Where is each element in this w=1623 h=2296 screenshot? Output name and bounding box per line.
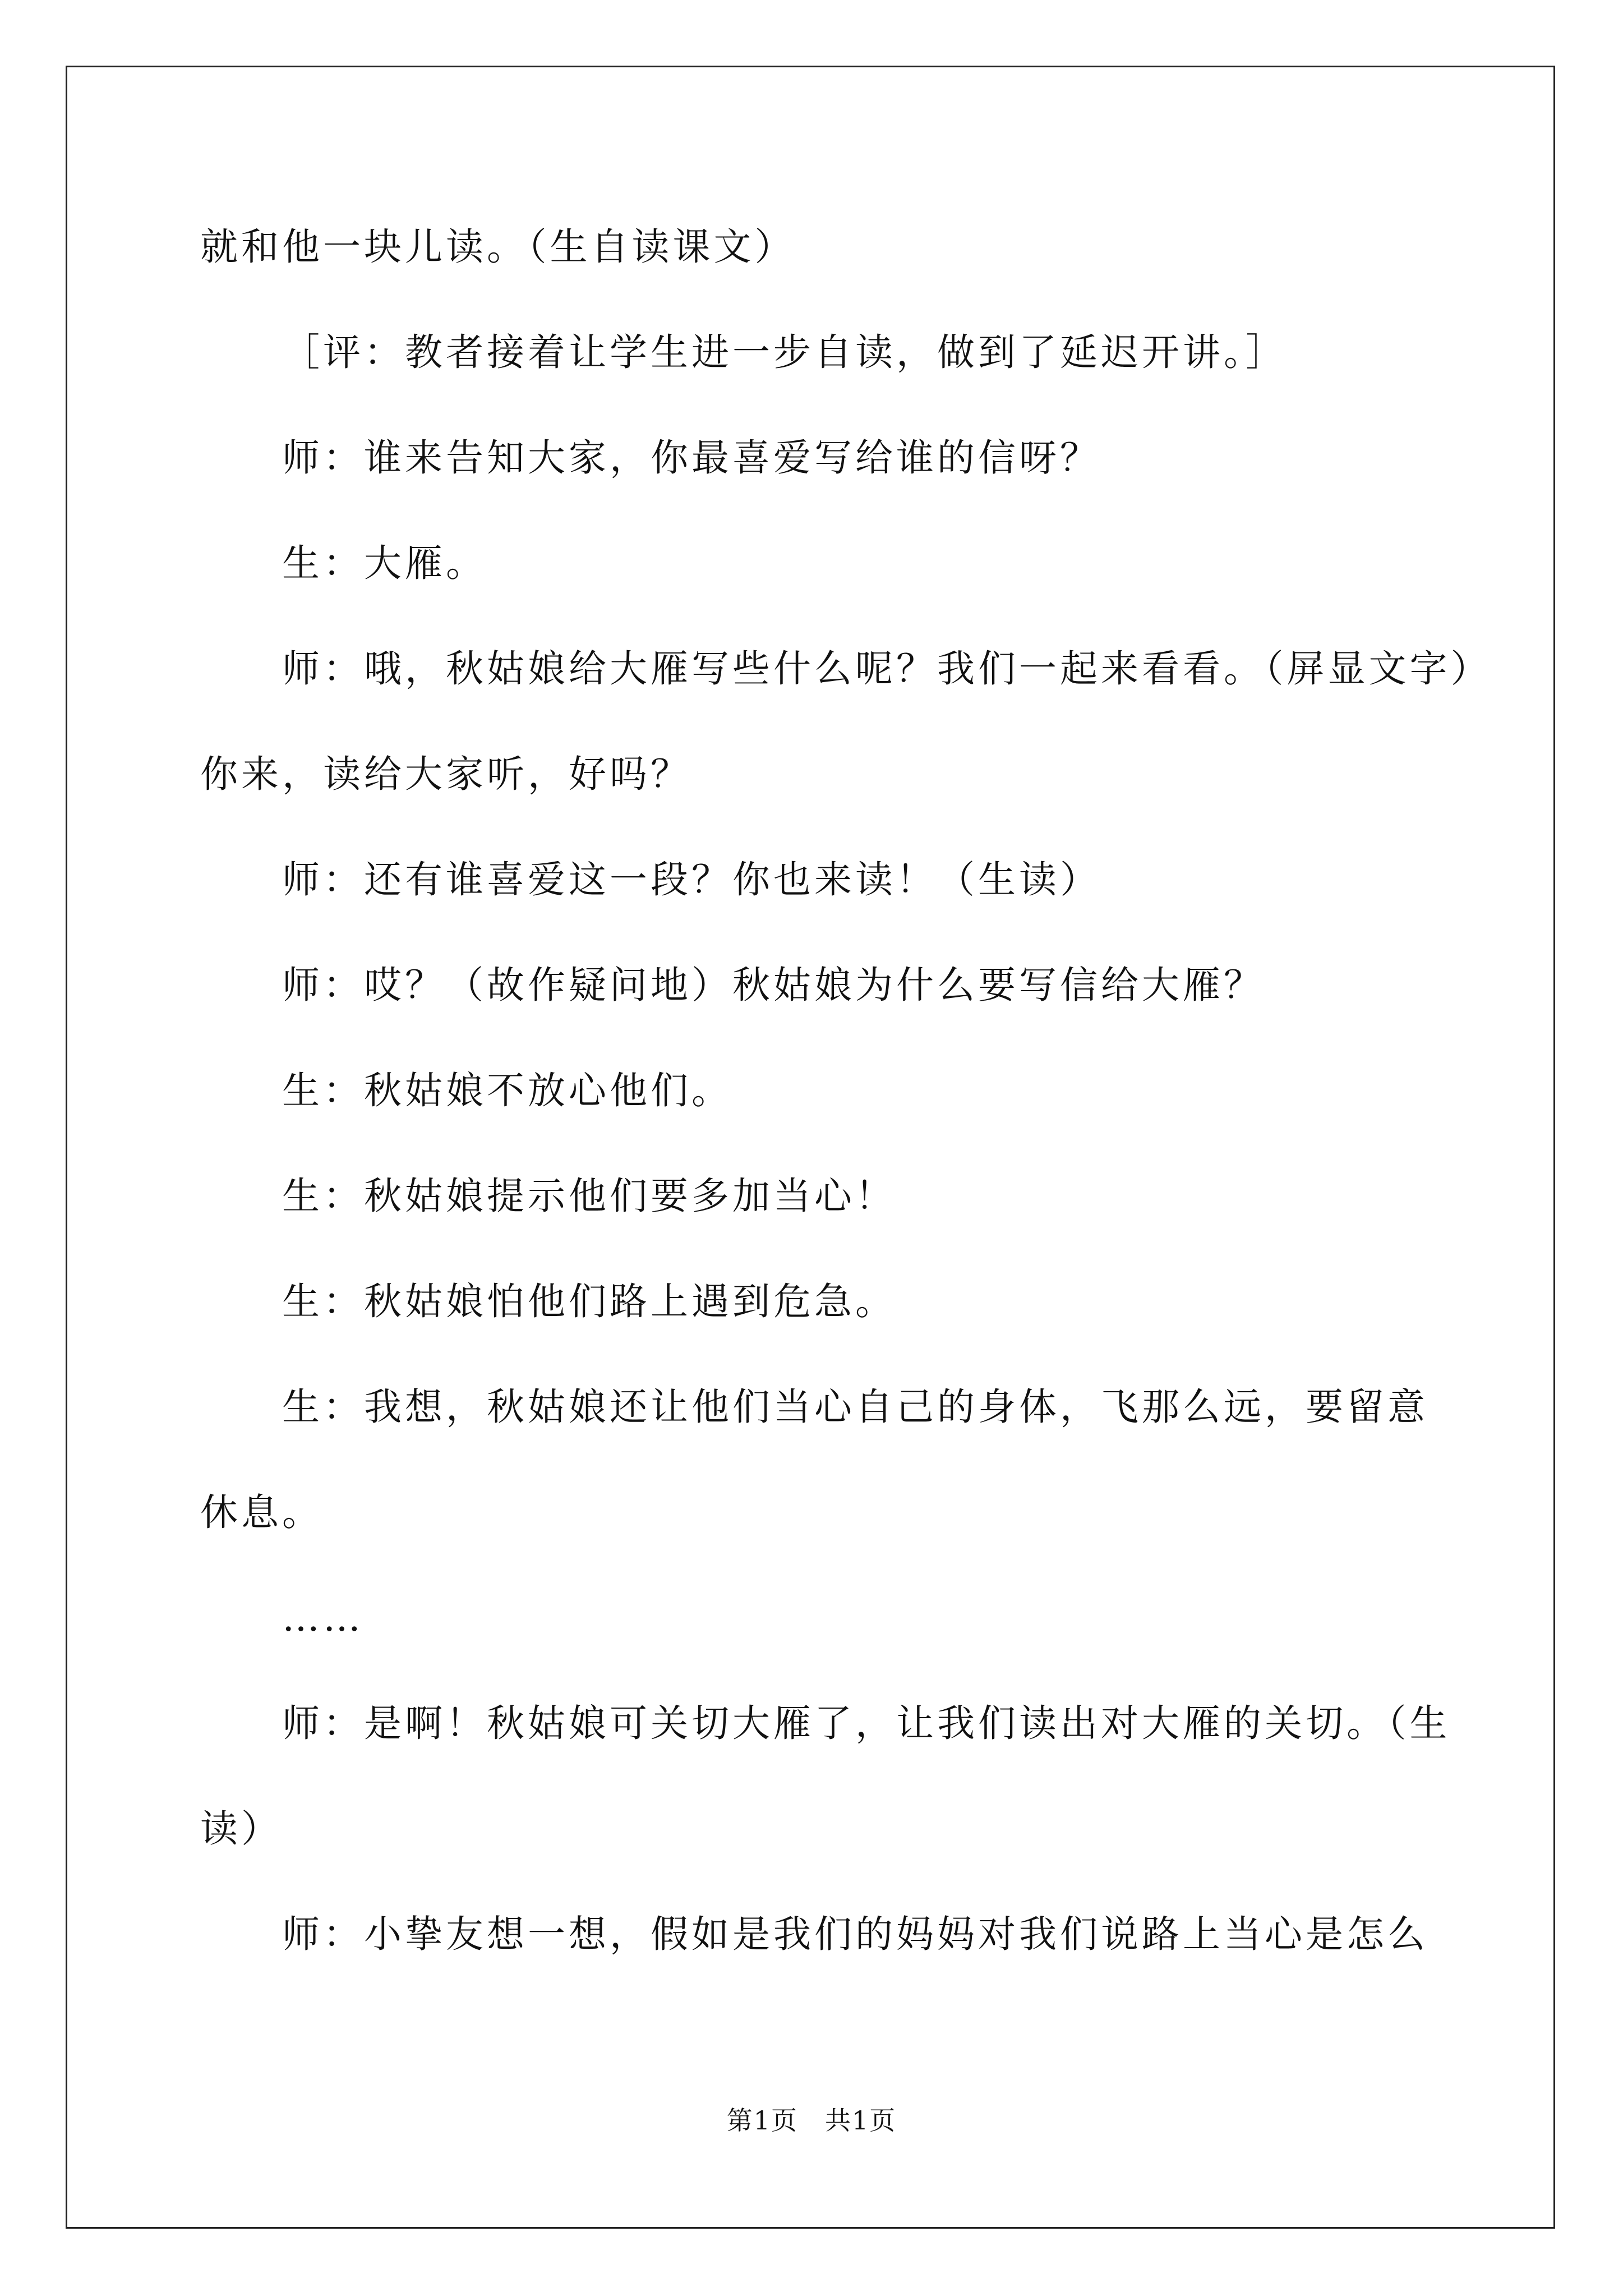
page-number: 第1页 共1页 (726, 2105, 897, 2136)
text-line: ［评：教者接着让学生进一步自读，做到了延迟开讲。］ (282, 330, 1287, 374)
text-line: 就和他一块儿读。（生自读课文） (200, 225, 796, 269)
text-line: 生：我想，秋姑娘还让他们当心自己的身体，飞那么远，要留意 (282, 1385, 1428, 1429)
text-line: 生：秋姑娘不放心他们。 (282, 1069, 732, 1112)
text-line: 师：是啊！秋姑娘可关切大雁了，让我们读出对大雁的关切。（生 (282, 1701, 1451, 1745)
text-line: …… (282, 1596, 364, 1640)
text-line: 师：哎？（故作疑问地）秋姑娘为什么要写信给大雁？ (282, 963, 1265, 1007)
text-line: 读） (200, 1807, 282, 1851)
text-line: 生：秋姑娘怕他们路上遇到危急。 (282, 1280, 896, 1323)
text-line: 休息。 (200, 1490, 323, 1534)
text-line: 师：还有谁喜爱这一段？你也来读！（生读） (282, 858, 1101, 901)
text-line: 你来，读给大家听，好吗？ (200, 752, 691, 796)
page-border (66, 66, 1555, 2229)
text-line: 生：大雁。 (282, 541, 487, 585)
text-line: 生：秋姑娘提示他们要多加当心！ (282, 1174, 896, 1218)
text-line: 师：小挚友想一想，假如是我们的妈妈对我们说路上当心是怎么 (282, 1912, 1428, 1956)
text-line: 师：谁来告知大家，你最喜爱写给谁的信呀？ (282, 436, 1101, 480)
text-line: 师：哦，秋姑娘给大雁写些什么呢？我们一起来看看。（屏显文字） (282, 647, 1492, 691)
